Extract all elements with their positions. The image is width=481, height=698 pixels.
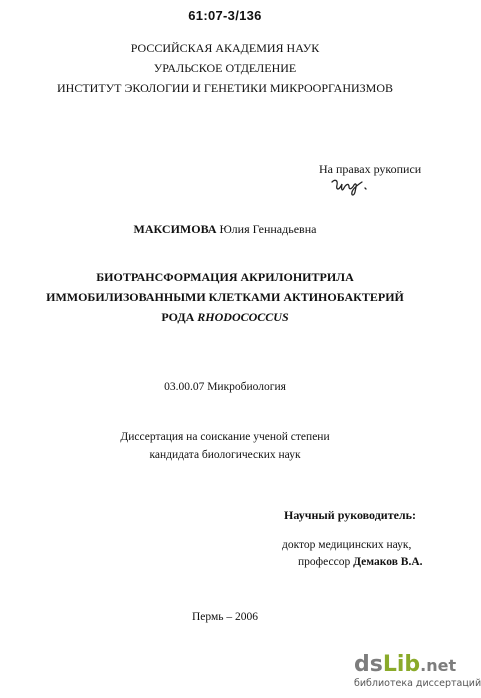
title-line-3 (0, 310, 450, 325)
catalog-number: 61:07-3/136 (188, 8, 262, 23)
dslib-subtitle: библиотека диссертаций (354, 678, 481, 689)
dslib-watermark (354, 652, 481, 690)
organization-academy: РОССИЙСКАЯ АКАДЕМИЯ НАУК (130, 41, 320, 55)
handwritten-signature (329, 176, 373, 198)
title-genus-name: RHODOCOCCUS (197, 310, 289, 324)
title-genus-prefix: РОДА (161, 310, 195, 324)
dslib-logo-lib: Lib (382, 652, 421, 677)
title-line-2: ИММОБИЛИЗОВАННЫМИ КЛЕТКАМИ АКТИНОБАКТЕРИЙ (46, 290, 404, 304)
specialty-code: 03.00.07 Микробиология (164, 381, 286, 393)
supervisor-rank: профессор (298, 556, 351, 568)
author-surname: МАКСИМОВА (133, 222, 217, 236)
city-year: Пермь – 2006 (191, 611, 258, 623)
dslib-logo-net: .net (420, 656, 457, 675)
dslib-logo-ds: ds (354, 652, 383, 677)
dslib-logo (354, 652, 457, 678)
dissertation-degree-line-1: Диссертация на соискание ученой степени (120, 431, 330, 443)
title-line-1: БИОТРАНСФОРМАЦИЯ АКРИЛОНИТРИЛА (96, 270, 354, 284)
supervisor-name: Демаков В.А. (353, 556, 423, 568)
organization-branch: УРАЛЬСКОЕ ОТДЕЛЕНИЕ (153, 61, 297, 75)
author-name (0, 222, 450, 237)
rights-note: На правах рукописи (319, 162, 422, 176)
supervisor-label: Научный руководитель: (284, 508, 416, 522)
supervisor-name-line (298, 556, 423, 568)
supervisor-degree: доктор медицинских наук, (282, 539, 412, 551)
dissertation-degree-line-2: кандидата биологических наук (149, 449, 301, 461)
author-given-names: Юлия Геннадьевна (219, 222, 317, 236)
organization-institute: ИНСТИТУТ ЭКОЛОГИИ И ГЕНЕТИКИ МИКРООРГАНИЗМОВ (57, 81, 393, 95)
